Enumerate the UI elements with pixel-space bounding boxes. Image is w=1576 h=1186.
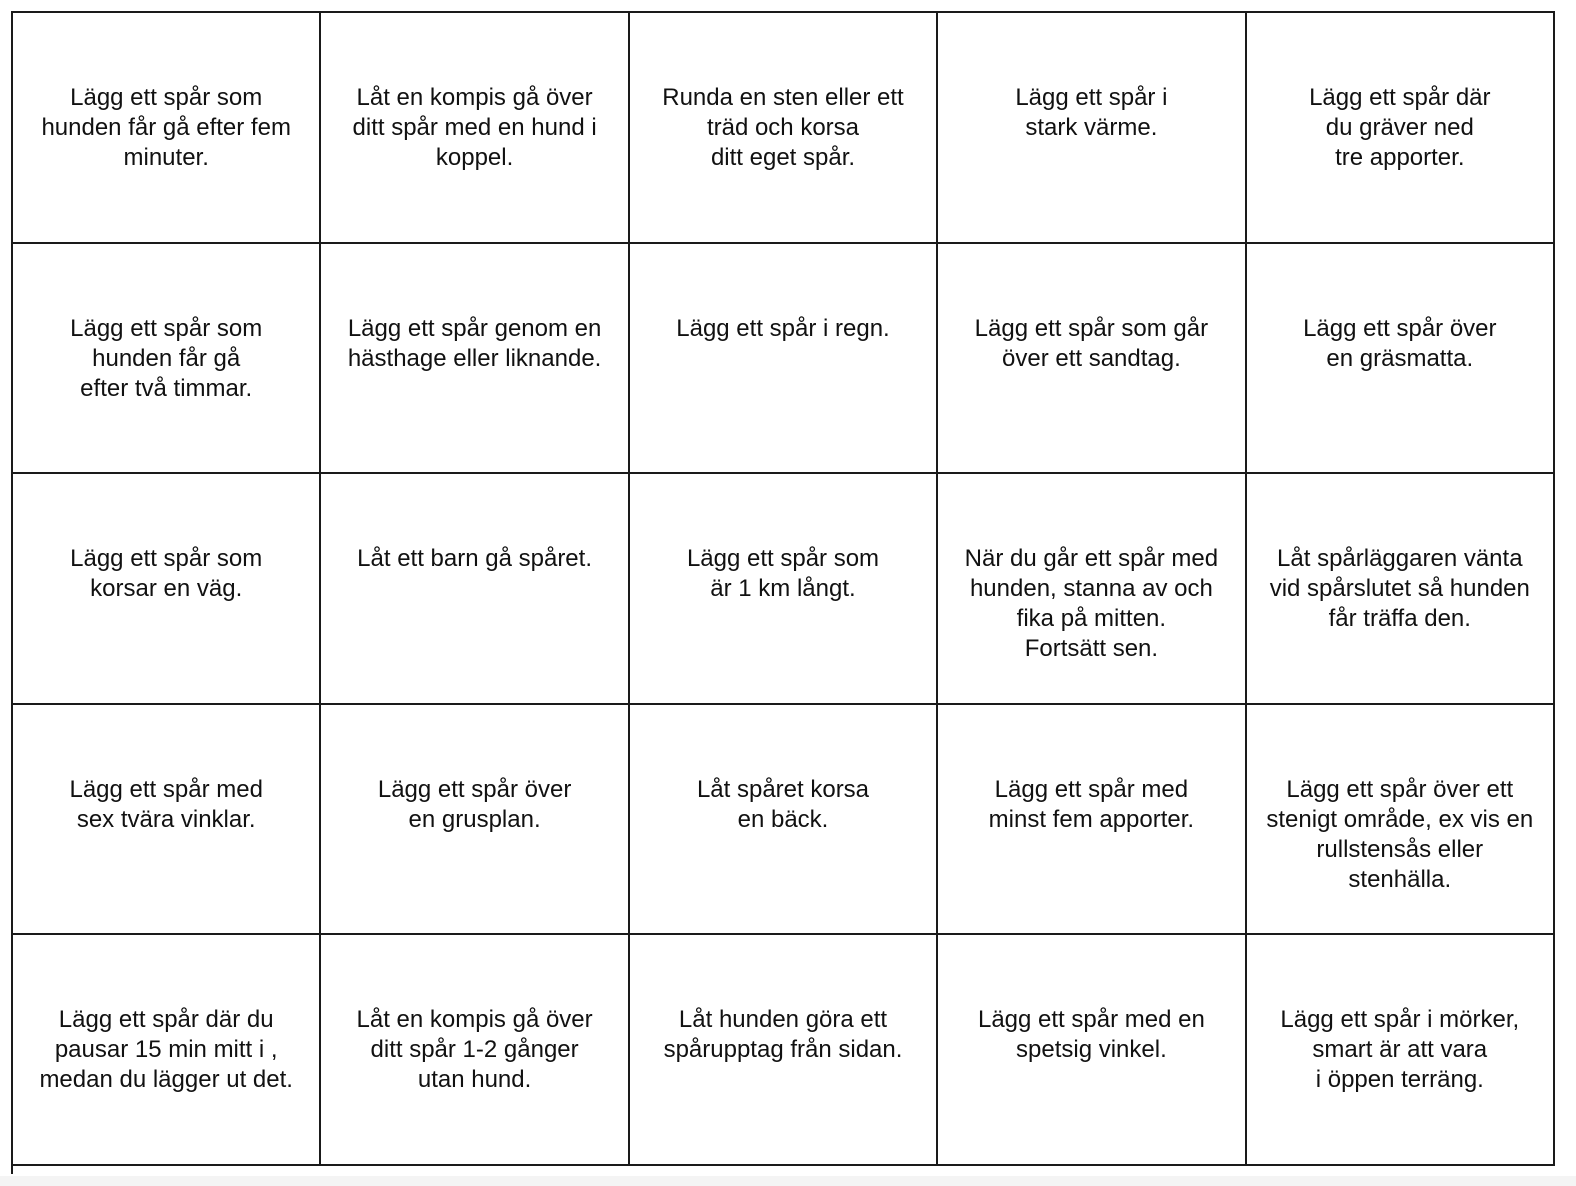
bingo-cell [13, 244, 321, 475]
bingo-cell [1247, 935, 1555, 1166]
bingo-cell [1247, 474, 1555, 705]
cell-text: Lägg ett spår med en spetsig vinkel. [977, 1006, 1205, 1064]
cell-text: Lägg ett spår som är 1 km långt. [686, 545, 880, 603]
cell-text: Lägg ett spår som korsar en väg. [70, 545, 263, 603]
cell-text: Lägg ett spår där du pausar 15 min mitt i , medan du lägger ut det. [39, 1006, 293, 1094]
cell-text: Lägg ett spår i mörker, smart är att vara i öppen terräng. [1280, 1006, 1520, 1094]
bingo-cell [13, 13, 321, 244]
bingo-cell [938, 474, 1246, 705]
cell-text: Låt spåret korsa en bäck. [696, 775, 870, 833]
bingo-cell [630, 705, 938, 936]
cell-text: Lägg ett spår som hunden får gå efter två timmar. [70, 314, 263, 402]
cell-text: Lägg ett spår där du gräver ned tre apporter. [1309, 84, 1491, 171]
bingo-cell [321, 705, 629, 936]
cell-text: Lägg ett spår i regn. [676, 314, 890, 342]
bingo-cell [630, 244, 938, 475]
cell-text: Lägg ett spår över ett stenigt område, ex vis en rullstensås eller stenhälla. [1266, 775, 1534, 893]
cell-text: Låt en kompis gå över ditt spår 1-2 gånger utan hund. [356, 1006, 593, 1094]
page-edge-tick [11, 1164, 13, 1174]
cell-text: Låt hunden göra ett spårupptag från sidan. [663, 1006, 903, 1064]
bingo-cell [13, 705, 321, 936]
bingo-cell [13, 935, 321, 1166]
bingo-cell [630, 474, 938, 705]
bingo-cell [321, 244, 629, 475]
bingo-cell [1247, 244, 1555, 475]
bingo-cell [321, 13, 629, 244]
cell-text: Lägg ett spår över en grusplan. [377, 775, 572, 833]
cell-text: Lägg ett spår i stark värme. [1015, 84, 1168, 141]
cell-text: Lägg ett spår med sex tvära vinklar. [69, 775, 263, 833]
bingo-cell [938, 935, 1246, 1166]
bingo-cell [1247, 705, 1555, 936]
bingo-cell [630, 935, 938, 1166]
cell-text: Låt spårläggaren vänta vid spårslutet så hunden får träffa den. [1269, 545, 1530, 633]
bingo-cell [938, 13, 1246, 244]
cell-text: Lägg ett spår som går över ett sandtag. [974, 314, 1209, 372]
cell-text: Runda en sten eller ett träd och korsa ditt eget spår. [662, 84, 904, 171]
cell-text: Lägg ett spår med minst fem apporter. [988, 775, 1195, 833]
bingo-cell [630, 13, 938, 244]
bingo-cell [321, 474, 629, 705]
bingo-cell [938, 705, 1246, 936]
bingo-grid [11, 11, 1555, 1166]
cell-text: Lägg ett spår genom en hästhage eller liknande. [347, 314, 602, 372]
cell-text: Låt en kompis gå över ditt spår med en hund i koppel. [352, 84, 597, 171]
page-bottom-strip [0, 1176, 1576, 1186]
cell-text: Låt ett barn gå spåret. [357, 545, 592, 573]
bingo-cell [938, 244, 1246, 475]
cell-text: Lägg ett spår över en gräsmatta. [1303, 314, 1497, 372]
bingo-cell [321, 935, 629, 1166]
cell-text: När du går ett spår med hunden, stanna av och fika på mitten. Fortsätt sen. [964, 545, 1219, 663]
bingo-cell [1247, 13, 1555, 244]
bingo-cell [13, 474, 321, 705]
cell-text: Lägg ett spår som hunden får gå efter fem minuter. [41, 84, 291, 171]
